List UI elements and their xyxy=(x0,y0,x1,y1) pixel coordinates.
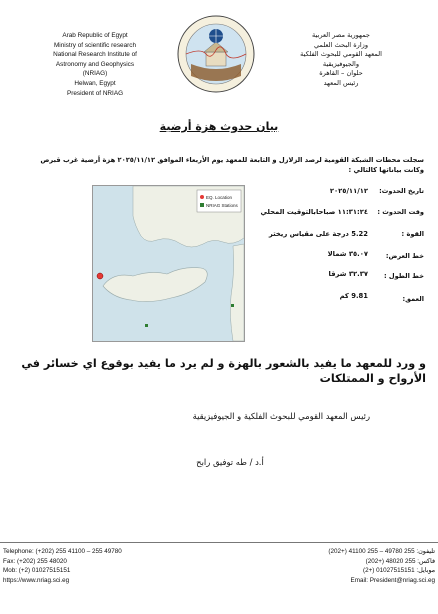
footer-english xyxy=(3,547,122,585)
legend-station-marker xyxy=(200,203,204,207)
header-line: National Research Institute of xyxy=(53,51,137,59)
header-line: المعهد القومي للبحوث الفلكية xyxy=(300,50,382,59)
document-title: بيان حدوث هزة أرضية xyxy=(159,120,279,133)
epicenter-map xyxy=(92,185,245,342)
time-label: وقت الحدوث : xyxy=(377,208,424,216)
footer-mobile: Mob: (+2) 01027515151 xyxy=(3,567,71,575)
header-line: Helwan, Egypt xyxy=(74,79,116,87)
legend-stations: NRIAG Stations xyxy=(206,203,238,208)
header-line: Astronomy and Geophysics xyxy=(55,60,135,68)
depth-label: العمق: xyxy=(402,295,424,303)
footer-fax-ar: فاكس: 255 48020 (+202) xyxy=(365,557,435,565)
map-graphic xyxy=(93,186,244,341)
signature-name: أ.د / طه توفيق رابح xyxy=(196,457,264,467)
magnitude-value: 5.22 درجة على مقياس ريختر xyxy=(268,230,368,238)
footer-arabic xyxy=(328,547,435,585)
header-line: وزارة البحث العلمي xyxy=(313,40,369,49)
legend-eq-location: EQ. Location xyxy=(206,195,233,200)
time-value: ١١:٣١:٢٤ صباحابالتوقيت المحلي xyxy=(260,208,368,216)
footer-fax: Fax: (+202) 255 48020 xyxy=(3,557,67,565)
header-line: جمهورية مصر العربية xyxy=(312,31,370,39)
main-message: و ورد للمعهد ما يفيد بالشعور بالهزة و لم يرد ما يفيد بوقوع اي خسائر في الأرواح و الممتلكات xyxy=(21,357,426,385)
signature-title: رئيس المعهد القومي للبحوث الفلكية و الجيوفيزيقية xyxy=(192,411,370,421)
header-english xyxy=(10,31,180,98)
legend-epicenter-marker xyxy=(200,195,204,199)
header-line: رئيس المعهد xyxy=(323,78,359,87)
depth-value: 9.81 كم xyxy=(339,292,368,300)
date-label: تاريخ الحدوث: xyxy=(379,187,424,195)
nriag-seal-logo xyxy=(176,14,256,94)
footer-mobile-ar: موبايل: 01027515151 (+2) xyxy=(362,567,435,575)
longitude-label: خط الطول : xyxy=(383,272,424,280)
footer-phone-ar: تليفون: 255 49780 – 255 41100 (+202) xyxy=(328,548,435,555)
footer-divider xyxy=(0,542,438,543)
footer-website-link[interactable]: https://www.nriag.sci.eg xyxy=(3,576,70,584)
header-line: President of NRIAG xyxy=(66,89,124,97)
header-arabic xyxy=(256,31,426,89)
footer-email-link[interactable]: Email: President@nriag.sci.eg xyxy=(350,576,435,584)
header-line: Ministry of scientific research xyxy=(53,41,137,49)
station-marker xyxy=(145,324,148,327)
latitude-value: ٣٥.٠٧ شمالا xyxy=(327,250,368,258)
footer-phone: Telephone: (+202) 255 41100 – 255 49780 xyxy=(3,548,122,555)
header-line: (NRIAG) xyxy=(82,70,108,78)
header-line: والجيوفيزيقية xyxy=(322,59,360,68)
header-line: حلوان – القاهرة xyxy=(319,69,363,78)
longitude-value: ٣٢.٣٧ شرقا xyxy=(328,270,368,278)
magnitude-label: القوة : xyxy=(401,230,424,238)
epicenter-marker xyxy=(97,273,103,279)
latitude-label: خط العرض: xyxy=(385,252,424,260)
station-marker xyxy=(231,304,234,307)
intro-paragraph: سجلت محطات الشبكة القومية لرصد الزلازل و التابعة للمعهد يوم الأربعاء الموافق ٢٠٢٥/١١/١٢ هزة أرضية غرب قبرص وكانت بياناتها كالتالي : xyxy=(40,156,424,174)
header-line: Arab Republic of Egypt xyxy=(62,32,128,39)
date-value: ٢٠٢٥/١١/١٢ xyxy=(329,187,368,195)
